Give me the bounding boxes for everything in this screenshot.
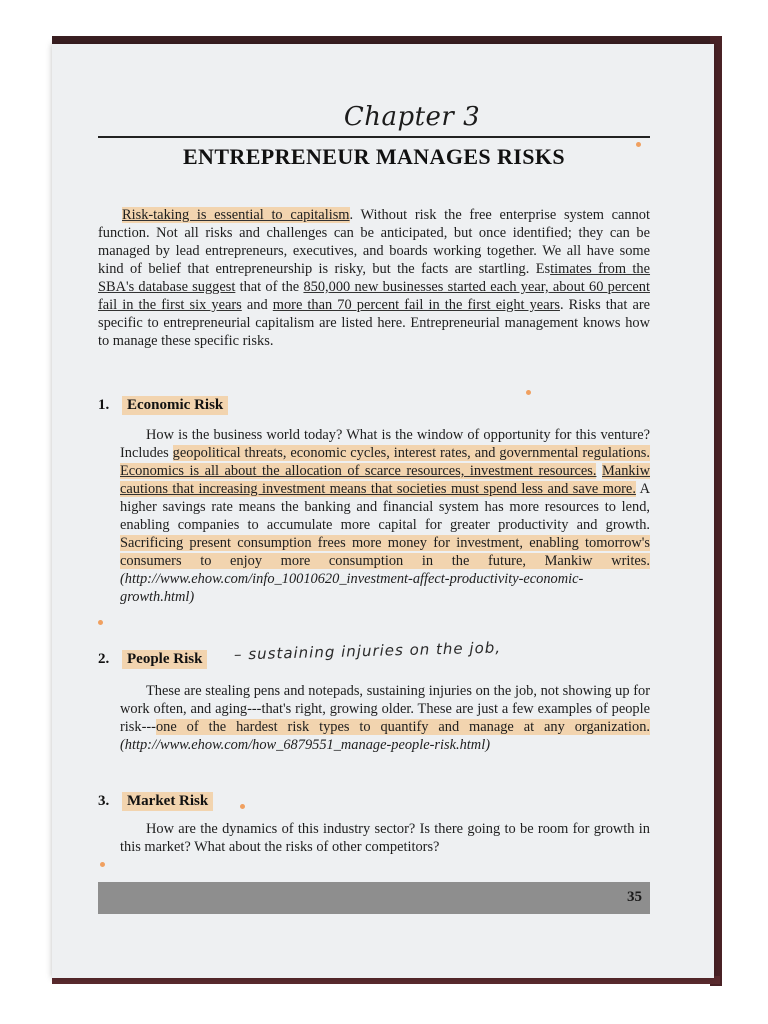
intro-paragraph <box>98 206 650 350</box>
highlighted-text: Mankiw cautions that increasing investment means that societies must spend less and save more. <box>120 463 650 497</box>
body-text: and <box>241 297 273 313</box>
title-rule <box>98 136 650 138</box>
citation: (http://www.ehow.com/how_6879551_manage-people-risk.html) <box>120 737 490 753</box>
body-text: . Risks that are specific to entrepreneurial capitalism are listed here. Entrepreneurial management knows how to manage these specific risks. <box>98 297 651 349</box>
highlighted-text: geopolitical threats, economic cycles, interest rates, and governmental regulations. <box>172 445 650 461</box>
section-title: Market Risk <box>122 792 213 811</box>
body-text: How is the business world today? What is the window of opportunity for this venture? Includes <box>120 427 650 461</box>
section-number: 2. <box>98 651 110 667</box>
highlighted-text: one of the hardest risk types to quantify and manage at any organization. <box>155 719 650 735</box>
body-text: A higher savings rate means the banking and financial system has more resources to lend, enabling companies to accumulate more capital for greater productivity and growth. <box>120 481 650 533</box>
section-number: 3. <box>98 793 110 809</box>
body-text: . Without risk the free enterprise system cannot function. Not all risks and challenges can be anticipated, but once identified; they can be managed by lead entrepreneurs, executives, and boards working together. We all have some kind of belief that entrepreneurship is risky, but the facts are startling. Es <box>98 207 650 277</box>
section-number: 1. <box>98 397 110 413</box>
book-page <box>52 44 714 978</box>
ink-mark <box>240 804 245 809</box>
economic-risk-paragraph <box>120 426 650 606</box>
section-title: Economic Risk <box>122 396 228 415</box>
body-text: that of the <box>235 279 304 295</box>
ink-mark <box>526 390 531 395</box>
footer-bar <box>98 882 650 914</box>
underlined-text: more than 70 percent fail in the first eight years <box>272 297 560 313</box>
body-text: How are the dynamics of this industry sector? Is there going to be room for growth in this market? What about the risks of other competitors? <box>120 821 650 855</box>
underlined-text: 850,000 new businesses started each year, about 60 percent fail in the first six years <box>98 279 650 313</box>
section-heading-people-risk <box>98 650 207 669</box>
section-heading-economic-risk <box>98 396 228 415</box>
highlighted-text: Sacrificing present consumption frees more money for investment, enabling tomorrow's consumers to enjoy more consumption in the future, Mankiw writes. <box>120 535 650 569</box>
ink-mark <box>636 142 641 147</box>
market-risk-paragraph <box>120 820 650 856</box>
citation: (http://www.ehow.com/info_10010620_investment-affect-productivity-economic-growth.html) <box>120 571 584 605</box>
page-number: 35 <box>627 889 642 905</box>
handwritten-note: – sustaining injuries on the job, <box>233 638 502 664</box>
section-heading-market-risk <box>98 792 213 811</box>
people-risk-paragraph <box>120 682 650 754</box>
chapter-label: Chapter 3 <box>343 102 481 132</box>
section-title: People Risk <box>122 650 207 669</box>
ink-mark <box>98 620 103 625</box>
highlighted-text: Economics is all about the allocation of scarce resources, investment resources. <box>120 463 597 479</box>
ink-mark <box>100 862 105 867</box>
chapter-title: ENTREPRENEUR MANAGES RISKS <box>182 144 565 169</box>
body-text: These are stealing pens and notepads, sustaining injuries on the job, not showing up for work often, and aging---that's right, growing older. These are just a few examples of people risk--- <box>120 683 650 735</box>
underlined-text: timates from the SBA's database suggest <box>98 261 651 295</box>
highlighted-text: Risk-taking is essential to capitalism <box>122 207 350 223</box>
